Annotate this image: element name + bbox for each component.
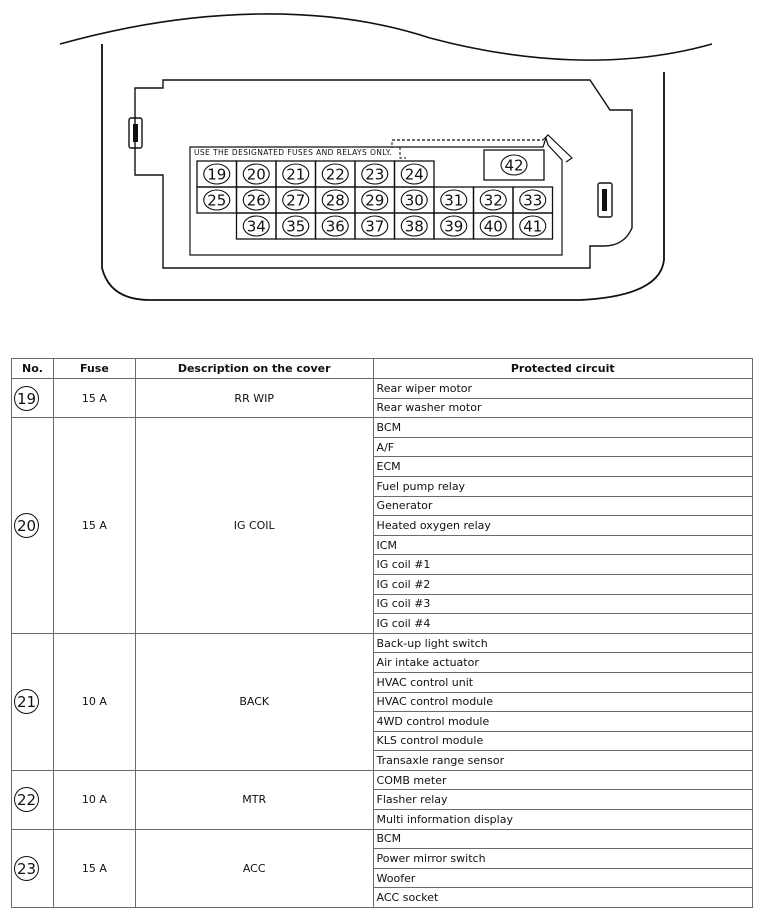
fuse-number-label: 35 xyxy=(286,217,306,236)
table-row xyxy=(12,829,753,849)
protected-circuit-cell: BCM xyxy=(373,829,752,849)
protected-circuit-cell: IG coil #3 xyxy=(373,594,752,614)
fuse-number-cell xyxy=(12,418,54,634)
fuse-number-cell xyxy=(12,829,54,907)
protected-circuit-cell: KLS control module xyxy=(373,731,752,751)
cover-description-cell: MTR xyxy=(135,770,373,829)
protected-circuit-cell: IG coil #1 xyxy=(373,555,752,575)
fuse-number-label: 25 xyxy=(207,191,227,210)
fuse-number-label: 41 xyxy=(523,217,543,236)
fuse-number-label: 23 xyxy=(365,165,385,184)
fuse-number-label: 27 xyxy=(286,191,306,210)
protected-circuit-cell: Generator xyxy=(373,496,752,516)
cover-description-cell: BACK xyxy=(135,633,373,770)
fuse-number-label: 19 xyxy=(207,165,227,184)
fuse-number-label: 36 xyxy=(325,217,345,236)
fuse-rating-cell: 15 A xyxy=(53,829,135,907)
protected-circuit-cell: HVAC control module xyxy=(373,692,752,712)
fuse-number-label: 24 xyxy=(404,165,424,184)
fuse-table-body xyxy=(12,379,753,908)
fuse-grid xyxy=(197,150,553,239)
protected-circuit-cell: Multi information display xyxy=(373,810,752,830)
table-row xyxy=(12,770,753,790)
fuse-number-label: 26 xyxy=(246,191,266,210)
protected-circuit-cell: ECM xyxy=(373,457,752,477)
cover-tab xyxy=(543,135,572,162)
table-row xyxy=(12,633,753,653)
fuse-number-label: 29 xyxy=(365,191,385,210)
fuse-number-badge: 21 xyxy=(14,689,39,714)
protected-circuit-cell: Back-up light switch xyxy=(373,633,752,653)
protected-circuit-cell: BCM xyxy=(373,418,752,438)
fuse-number-badge: 20 xyxy=(14,513,39,538)
left-clip-inner xyxy=(133,124,138,142)
fuse-number-label: 40 xyxy=(483,217,503,236)
protected-circuit-cell: Woofer xyxy=(373,868,752,888)
protected-circuit-cell: Flasher relay xyxy=(373,790,752,810)
fuse-number-label: 31 xyxy=(444,191,464,210)
protected-circuit-cell: COMB meter xyxy=(373,770,752,790)
fuse-number-label: 39 xyxy=(444,217,464,236)
protected-circuit-cell: Rear washer motor xyxy=(373,398,752,418)
right-clip-inner xyxy=(602,189,607,211)
cover-note: USE THE DESIGNATED FUSES AND RELAYS ONLY. xyxy=(194,148,393,157)
header-fuse: Fuse xyxy=(53,359,135,379)
protected-circuit-cell: Fuel pump relay xyxy=(373,476,752,496)
fuse-number-label: 34 xyxy=(246,217,266,236)
protected-circuit-cell: A/F xyxy=(373,437,752,457)
fuse-number-cell xyxy=(12,770,54,829)
protected-circuit-cell: 4WD control module xyxy=(373,712,752,732)
table-header-row xyxy=(12,359,753,379)
fuse-rating-cell: 15 A xyxy=(53,418,135,634)
cover-description-cell: RR WIP xyxy=(135,379,373,418)
fuse-number-label: 32 xyxy=(483,191,503,210)
protected-circuit-cell: Heated oxygen relay xyxy=(373,516,752,536)
protected-circuit-cell: Air intake actuator xyxy=(373,653,752,673)
fuse-number-label: 30 xyxy=(404,191,424,210)
fuse-number-label: 21 xyxy=(286,165,306,184)
fuse-number-cell xyxy=(12,379,54,418)
protected-circuit-cell: ACC socket xyxy=(373,888,752,908)
fuse-number-label: 20 xyxy=(246,165,266,184)
fuse-number-label: 22 xyxy=(325,165,345,184)
protected-circuit-cell: IG coil #2 xyxy=(373,574,752,594)
protected-circuit-cell: Transaxle range sensor xyxy=(373,751,752,771)
protected-circuit-cell: IG coil #4 xyxy=(373,614,752,634)
cover-description-cell: IG COIL xyxy=(135,418,373,634)
fuse-number-label: 33 xyxy=(523,191,543,210)
protected-circuit-cell: HVAC control unit xyxy=(373,672,752,692)
protected-circuit-cell: ICM xyxy=(373,535,752,555)
header-no: No. xyxy=(12,359,54,379)
fuse-number-cell xyxy=(12,633,54,770)
fuse-number-label: 37 xyxy=(365,217,385,236)
fuse-number-badge: 22 xyxy=(14,787,39,812)
cover-description-cell: ACC xyxy=(135,829,373,907)
fuse-rating-cell: 10 A xyxy=(53,770,135,829)
protected-circuit-cell: Rear wiper motor xyxy=(373,379,752,399)
panel-top-curve xyxy=(60,14,712,60)
fuse-table xyxy=(11,358,753,908)
fuse-number-badge: 23 xyxy=(14,856,39,881)
fuse-rating-cell: 10 A xyxy=(53,633,135,770)
fuse-box-diagram xyxy=(0,0,763,340)
header-protected-circuit: Protected circuit xyxy=(373,359,752,379)
fuse-rating-cell: 15 A xyxy=(53,379,135,418)
header-description: Description on the cover xyxy=(135,359,373,379)
fuse-number-label: 38 xyxy=(404,217,424,236)
fuse-number-label: 28 xyxy=(325,191,345,210)
fuse-number-badge: 19 xyxy=(14,386,39,411)
table-row xyxy=(12,379,753,399)
relay-number-label: 42 xyxy=(504,156,524,175)
table-row xyxy=(12,418,753,438)
protected-circuit-cell: Power mirror switch xyxy=(373,849,752,869)
